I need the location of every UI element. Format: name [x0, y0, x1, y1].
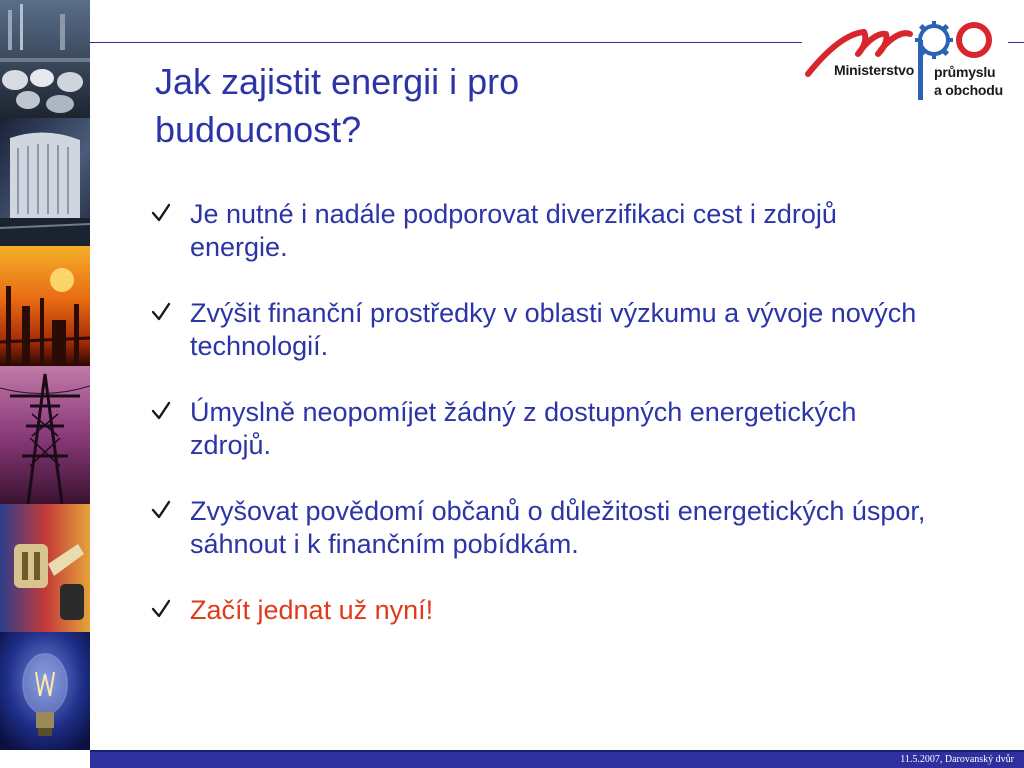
bullet-item — [150, 297, 930, 363]
check-icon — [150, 499, 174, 523]
dam-photo — [0, 118, 90, 246]
top-rule — [90, 42, 802, 43]
logo-text-prumyslu: průmyslu — [934, 64, 996, 80]
power-pylon-photo — [0, 366, 90, 504]
logo-text-obchodu: a obchodu — [934, 82, 1003, 98]
footer-text: 11.5.2007, Darovanský dvůr — [900, 754, 1014, 765]
bullet-item — [150, 198, 930, 264]
industrial-plant-photo — [0, 0, 90, 118]
bullet-text: Zvyšovat povědomí občanů o důležitosti energetických úspor, sáhnout i k finančním pobídkám. — [190, 496, 926, 559]
footer-bar — [90, 750, 1024, 768]
bullet-item-accent — [150, 594, 930, 627]
bullet-text: Úmyslně neopomíjet žádný z dostupných energetických zdrojů. — [190, 397, 857, 460]
top-rule-right — [1008, 42, 1024, 43]
check-icon — [150, 598, 174, 622]
bullet-item — [150, 495, 930, 561]
check-icon — [150, 400, 174, 424]
bullet-text: Začít jednat už nyní! — [190, 595, 434, 625]
photo-strip — [0, 0, 90, 750]
check-icon — [150, 301, 174, 325]
logo-text-ministerstvo: Ministerstvo — [834, 62, 915, 78]
refinery-sunset-photo — [0, 246, 90, 366]
power-plug-photo — [0, 504, 90, 632]
check-icon — [150, 202, 174, 226]
bullet-item — [150, 396, 930, 462]
bullet-list — [150, 198, 930, 660]
light-bulb-photo — [0, 632, 90, 750]
bullet-text: Zvýšit finanční prostředky v oblasti výzkumu a vývoje nových technologií. — [190, 298, 917, 361]
slide-title: Jak zajistit energii i pro budoucnost? — [155, 61, 520, 150]
mpo-logo — [804, 14, 1008, 106]
bullet-text: Je nutné i nadále podporovat diverzifikaci cest i zdrojů energie. — [190, 199, 837, 262]
